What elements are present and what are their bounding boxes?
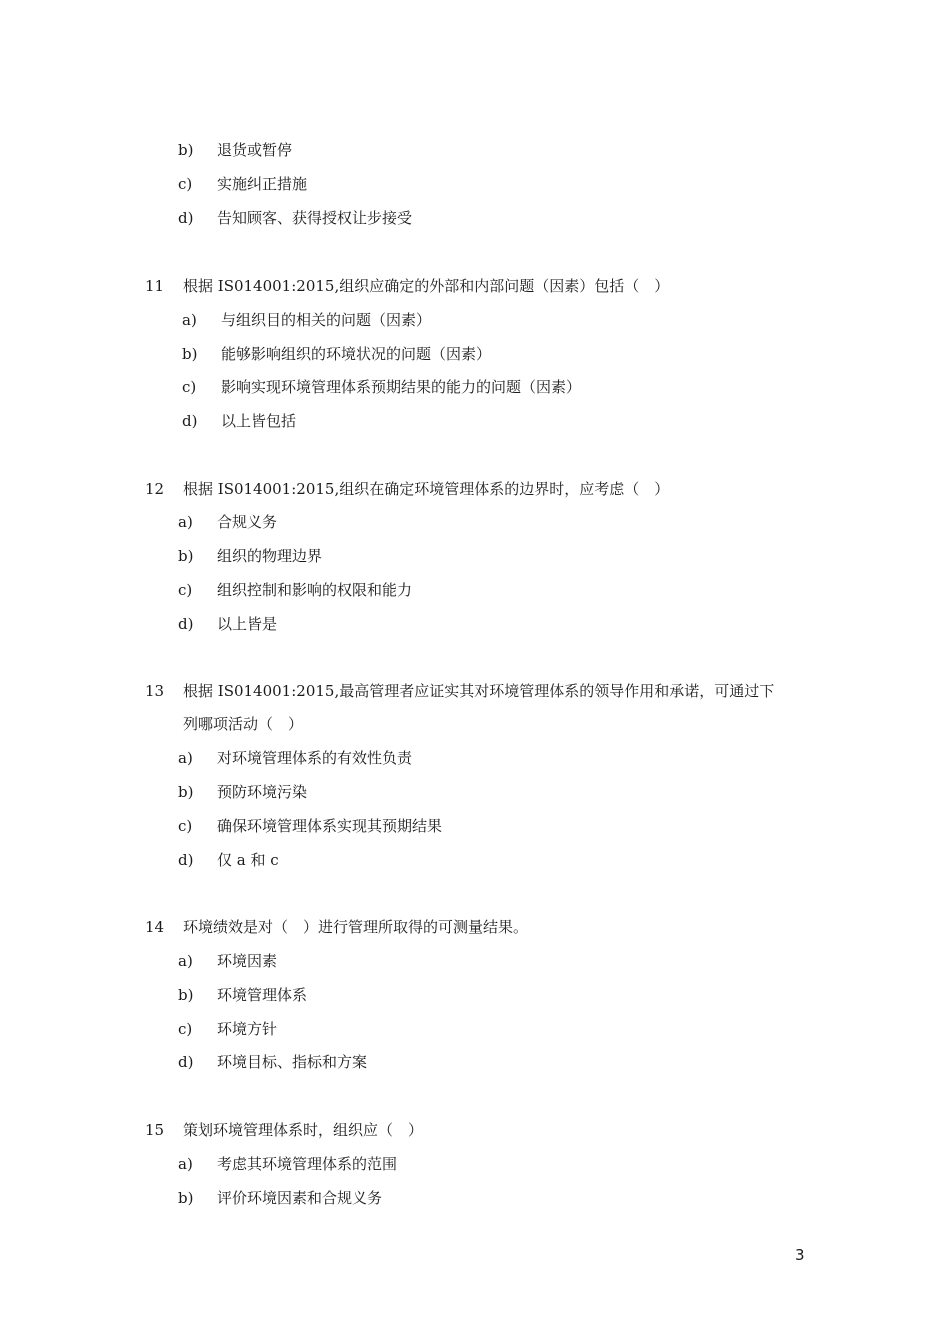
- option-text: 环境方针: [217, 1020, 278, 1038]
- question-text-continued: 列哪项活动（ ）: [183, 715, 304, 733]
- option-letter: c): [178, 1020, 193, 1038]
- question-number: 12: [145, 480, 165, 498]
- question-text: 根据 IS014001:2015,组织在确定环境管理体系的边界时，应考虑（ ）: [183, 480, 670, 498]
- option-text: 组织控制和影响的权限和能力: [217, 581, 413, 599]
- question-text: 根据 IS014001:2015,组织应确定的外部和内部问题（因素）包括（ ）: [183, 277, 670, 295]
- option-letter: a): [178, 749, 193, 767]
- option-letter: b): [178, 783, 194, 801]
- option-letter: d): [178, 209, 194, 227]
- option-letter: a): [178, 952, 193, 970]
- option-letter: d): [178, 851, 194, 869]
- page-number: 3: [795, 1246, 805, 1264]
- option-text: 预防环境污染: [217, 783, 308, 801]
- question-text: 策划环境管理体系时，组织应（ ）: [183, 1121, 424, 1139]
- option-letter: b): [178, 1189, 194, 1207]
- option-text: 组织的物理边界: [217, 547, 323, 565]
- option-letter: d): [178, 1053, 194, 1071]
- question-number: 15: [145, 1121, 165, 1139]
- option-text: 确保环境管理体系实现其预期结果: [217, 817, 443, 835]
- option-text: 环境管理体系: [217, 986, 308, 1004]
- question-text: 根据 IS014001:2015,最高管理者应证实其对环境管理体系的领导作用和承诺，可通过下: [183, 682, 775, 700]
- option-text: 实施纠正措施: [217, 175, 308, 193]
- option-text: 影响实现环境管理体系预期结果的能力的问题（因素）: [221, 378, 582, 396]
- question-number: 13: [145, 682, 165, 700]
- question-number: 11: [145, 277, 165, 295]
- option-text: 以上皆是: [217, 615, 278, 633]
- option-text: 环境因素: [217, 952, 278, 970]
- option-letter: c): [178, 175, 193, 193]
- option-letter: c): [178, 817, 193, 835]
- question-text: 环境绩效是对（ ）进行管理所取得的可测量结果。: [183, 918, 529, 936]
- question-number: 14: [145, 918, 165, 936]
- option-text: 告知顾客、获得授权让步接受: [217, 209, 413, 227]
- option-text: 仅 a 和 c: [217, 851, 279, 869]
- option-letter: b): [178, 547, 194, 565]
- option-letter: d): [182, 412, 198, 430]
- option-text: 评价环境因素和合规义务: [217, 1189, 383, 1207]
- option-letter: a): [178, 513, 193, 531]
- option-text: 以上皆包括: [221, 412, 297, 430]
- option-text: 与组织目的相关的问题（因素）: [221, 311, 432, 329]
- option-letter: b): [178, 141, 194, 159]
- option-text: 考虑其环境管理体系的范围: [217, 1155, 398, 1173]
- option-letter: b): [182, 345, 198, 363]
- option-letter: a): [178, 1155, 193, 1173]
- option-letter: a): [182, 311, 197, 329]
- option-text: 退货或暂停: [217, 141, 293, 159]
- option-letter: c): [178, 581, 193, 599]
- option-text: 对环境管理体系的有效性负责: [217, 749, 413, 767]
- option-letter: d): [178, 615, 194, 633]
- option-letter: c): [182, 378, 197, 396]
- option-text: 环境目标、指标和方案: [217, 1053, 368, 1071]
- option-text: 能够影响组织的环境状况的问题（因素）: [221, 345, 492, 363]
- option-letter: b): [178, 986, 194, 1004]
- option-text: 合规义务: [217, 513, 278, 531]
